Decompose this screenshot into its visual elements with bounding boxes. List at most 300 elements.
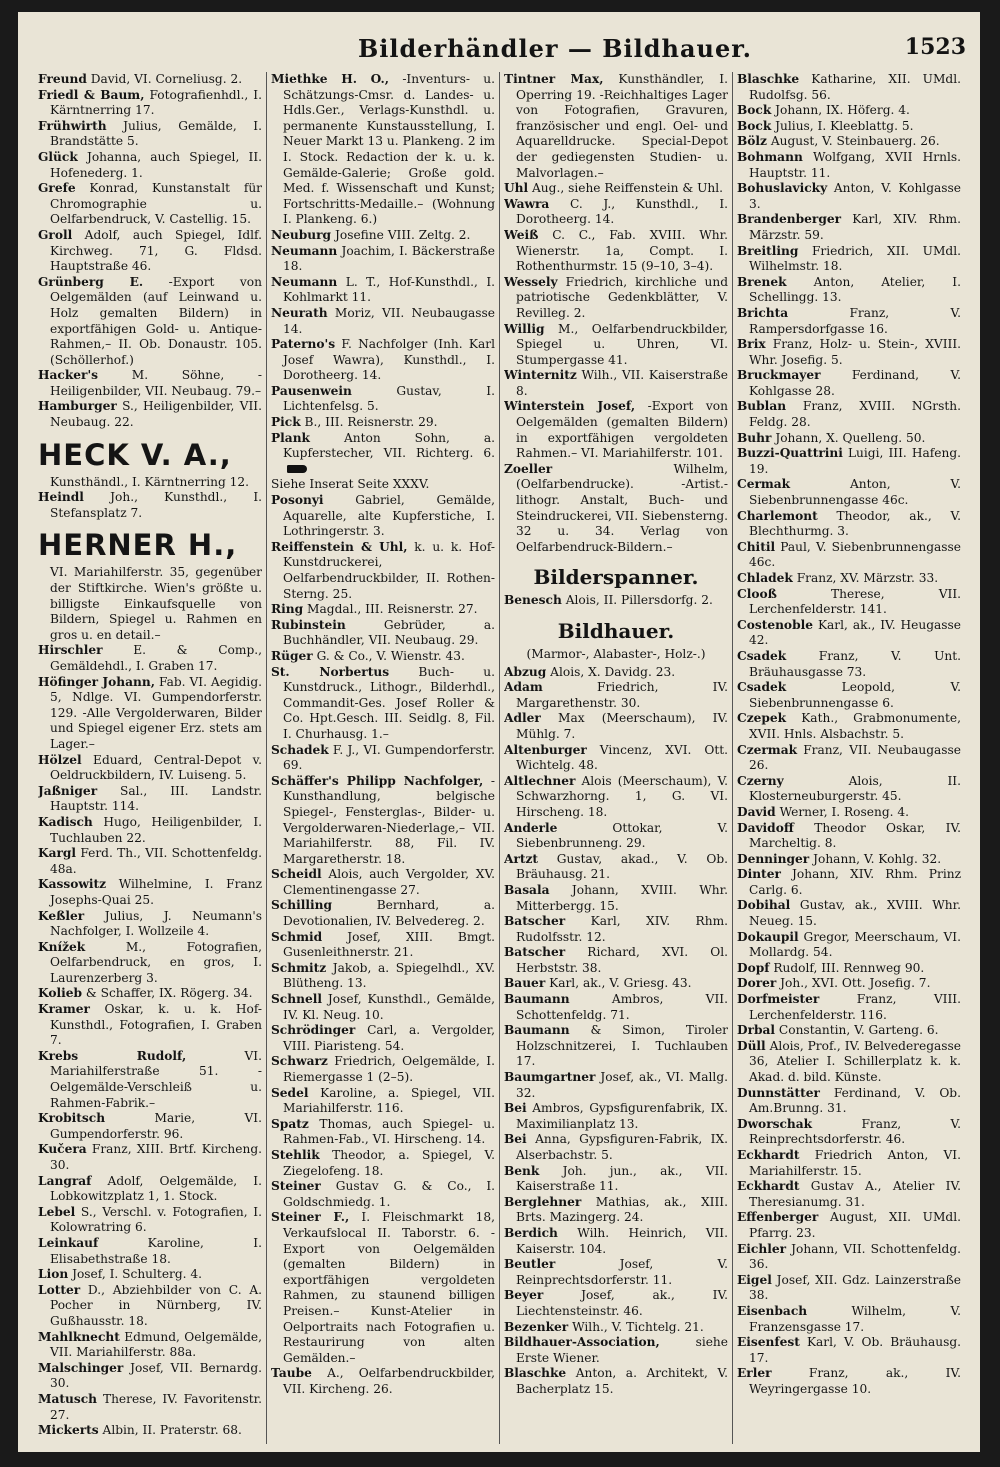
entry-name: Schrödinger xyxy=(271,1023,356,1038)
entry-text: Katharine, XII. UMdl. Rudolfsg. 56. xyxy=(749,72,961,102)
directory-entry xyxy=(737,430,961,447)
entry-text: Ottokar, V. Siebenbrunneng. 29. xyxy=(516,820,728,851)
directory-entry xyxy=(38,274,262,369)
entry-text: Buch- u. Kunstdruck., Lithogr., Bilderhdl., Commandit-Ges. Josef Roller & Co. Hpt.Gesch. III. Seidlg. 8, Fil. I. Churhausg. 1.– xyxy=(283,664,495,741)
entry-name: Schäffer's Philipp Nachfolger, xyxy=(271,773,484,788)
entry-text: Eduard, Central-Depot v. Oeldruckbildern, IV. Luiseng. 5. xyxy=(50,752,262,783)
entry-name: Berglehner xyxy=(504,1194,582,1209)
directory-entry xyxy=(504,820,728,852)
entry-text: Edmund, Oelgemälde, VII. Mariahilferstr. 88a. xyxy=(50,1329,262,1360)
entry-name: Chitil xyxy=(737,539,776,554)
entry-name: Effenberger xyxy=(737,1210,819,1225)
entry-name: Adler xyxy=(504,711,541,726)
directory-entry xyxy=(504,773,728,821)
directory-entry xyxy=(38,752,262,784)
section-heading-bildhauer: Bildhauer. xyxy=(557,619,675,643)
directory-entry xyxy=(737,134,961,150)
entry-name: Taube xyxy=(271,1366,312,1381)
entry-name: Höfinger Johann, xyxy=(38,674,155,689)
entry-name: Baumann xyxy=(504,992,570,1007)
entry-text: & Schaffer, IX. Rögerg. 34. xyxy=(85,986,253,1001)
directory-entry xyxy=(271,337,495,384)
entry-text: Fotografienhdl., I. Kärntnerring 17. xyxy=(50,87,262,118)
entry-text: Alois, X. Davidg. 23. xyxy=(550,664,676,679)
entry-name: Eigel xyxy=(737,1272,772,1287)
directory-entry xyxy=(504,664,728,681)
entry-name: Benesch xyxy=(504,593,562,608)
entry-text: Julius, J. Neumann's Nachfolger, I. Wollzeile 4. xyxy=(50,908,262,939)
directory-entry xyxy=(38,1360,262,1392)
entry-text: Konrad, Kunstanstalt für Chromographie u. Oelfarbendruck, V. Castellig. 15. xyxy=(50,181,262,227)
directory-entry xyxy=(737,1210,961,1241)
directory-entry xyxy=(737,992,961,1023)
entry-text: Therese, IV. Favoritenstr. 27. xyxy=(50,1391,262,1422)
entry-text: & Simon, Tiroler Holzschnitzerei, I. Tuchlauben 17. xyxy=(516,1023,728,1069)
column-3 xyxy=(504,72,728,1444)
entry-name: Bezenker xyxy=(504,1319,569,1334)
directory-entry xyxy=(504,461,728,556)
entry-name: Czermak xyxy=(737,742,798,757)
column-divider xyxy=(266,72,267,1444)
directory-entry xyxy=(504,851,728,883)
directory-entry xyxy=(504,368,728,399)
entry-name: Winternitz xyxy=(504,368,577,383)
entry-text: Johanna, auch Spiegel, II. Hofenederg. 1. xyxy=(50,149,262,180)
directory-entry xyxy=(38,149,262,181)
entry-name: Grünberg E. xyxy=(38,274,144,289)
entry-text: Franz, V. Reinprechtsdorferstr. 46. xyxy=(749,1116,961,1147)
entry-name: Ring xyxy=(271,602,304,617)
directory-entry xyxy=(737,1335,961,1366)
entry-name: Frühwirth xyxy=(38,118,107,133)
entry-name: Blaschke xyxy=(504,1366,567,1381)
entry-text: Josef, ak., IV. Liechtensteinstr. 46. xyxy=(516,1288,728,1318)
column-divider xyxy=(732,72,733,1444)
columns xyxy=(38,72,963,1444)
entry-text: M. Söhne, -Heiligenbilder, VII. Neubaug. 79.– xyxy=(50,368,262,398)
entry-name: Pick xyxy=(271,415,301,430)
entry-text: Alois, auch Vergolder, XV. Clementinengasse 27. xyxy=(283,867,495,897)
column-2 xyxy=(271,72,495,1444)
bilderspanner-list xyxy=(504,593,728,609)
entry-name: Mahlknecht xyxy=(38,1329,120,1344)
directory-entry xyxy=(737,1038,961,1086)
column-3-main-list xyxy=(504,72,728,555)
directory-entry xyxy=(737,243,961,275)
directory-entry xyxy=(271,1179,495,1210)
entry-name: Charlemont xyxy=(737,508,818,523)
directory-entry xyxy=(737,851,961,868)
entry-text: M., Fotografien, Oelfarbendruck, en gros, I. Laurenzerberg 3. xyxy=(50,939,262,985)
directory-entry xyxy=(737,571,961,587)
entry-name: Brenek xyxy=(737,274,787,289)
directory-entry xyxy=(737,1147,961,1179)
entry-name: Tintner Max, xyxy=(504,72,604,86)
directory-entry xyxy=(504,711,728,742)
directory-entry xyxy=(737,477,961,508)
entry-text: I. Fleischmarkt 18, Verkaufslocal II. Taborstr. 6. -Export von Oelgemälden (gemalten Bildern) in exportfähigen vergoldeten Rahmen, zu staunend billigen Preisen.– Kunst-Atelier in Oelportraits nach Fotografien u. Restaurirung von alten Gemälden.– xyxy=(283,1210,495,1365)
entry-text: F. J., VI. Gumpendorferstr. 69. xyxy=(283,742,495,773)
bildhauer-list xyxy=(504,665,728,1398)
directory-entry xyxy=(737,305,961,337)
entry-name: Friedl & Baum, xyxy=(38,87,145,102)
entry-text: Anton, a. Architekt, V. Bacherplatz 15. xyxy=(516,1366,728,1396)
entry-name: Baumann xyxy=(504,1023,570,1038)
entry-name: Rüger xyxy=(271,648,313,663)
directory-entry xyxy=(737,648,961,680)
entry-text: VI. Mariahilferstr. 35, gegenüber der Stiftkirche. Wien's größte u. billigste Einkaufsquelle von Bildern, Spiegel u. Rahmen en gros u. en detail.– xyxy=(50,565,262,642)
entry-text: S., Heiligenbilder, VII. Neubaug. 22. xyxy=(50,399,262,430)
entry-name: Dobihal xyxy=(737,898,791,913)
entry-name: Czepek xyxy=(737,711,787,726)
directory-entry xyxy=(38,1111,262,1142)
directory-entry xyxy=(737,399,961,430)
directory-entry xyxy=(504,1101,728,1132)
directory-entry xyxy=(504,742,728,774)
entry-name: Bauer xyxy=(504,976,546,991)
entry-name: Keßler xyxy=(38,908,85,923)
entry-name: Bock xyxy=(737,103,772,118)
entry-name: Schnell xyxy=(271,992,322,1007)
entry-text: -Export von Oelgemälden (gemalten Bildern) in exportfähigen vergoldeten Rahmen.– VI. Mariahilferstr. 101. xyxy=(516,399,728,461)
entry-name: Schadek xyxy=(271,742,329,757)
entry-name: Altlechner xyxy=(504,773,576,788)
entry-text: Anna, Gypsfiguren-Fabrik, IX. Alserbachstr. 5. xyxy=(516,1132,728,1162)
entry-text: Wilhelm, V. Franzensgasse 17. xyxy=(749,1303,961,1334)
directory-entry xyxy=(737,1179,961,1210)
entry-text: Karl, XIV. Rhm. Rudolfsstr. 12. xyxy=(516,914,728,944)
entry-name: Paterno's xyxy=(271,337,336,352)
entry-text: Josef, Kunsthdl., Gemälde, IV. Kl. Neug. 10. xyxy=(283,992,495,1022)
entry-name: Leinkauf xyxy=(38,1235,99,1250)
entry-name: Düll xyxy=(737,1038,766,1053)
entry-text: E. & Comp., Gemäldehdl., I. Graben 17. xyxy=(50,643,262,673)
entry-text: Anton, Atelier, I. Schellingg. 13. xyxy=(749,274,961,305)
entry-name: Mickerts xyxy=(38,1423,99,1438)
entry-text: Johann, V. Kohlg. 32. xyxy=(813,851,942,866)
entry-text: Kunsthändler, I. Operring 19. -Reichhaltiges Lager von Fotografien, Gravuren, französischer und engl. Oel- und Aquarelldrucke. Special-Depot der gediegensten Studien- u. Malvorlagen.– xyxy=(516,72,728,180)
entry-text: VI. Mariahilferstraße 51. -Oelgemälde-Verschleiß u. Rahmen-Fabrik.– xyxy=(50,1048,262,1110)
directory-entry xyxy=(504,274,728,322)
entry-text: A., Oelfarbendruckbilder, VII. Kircheng. 26. xyxy=(283,1366,495,1396)
entry-text: Gregor, Meerschaum, VI. Mollardg. 54. xyxy=(749,929,961,960)
entry-text: Therese, VII. Lerchenfelderstr. 141. xyxy=(749,586,961,617)
entry-name: Grefe xyxy=(38,181,76,196)
entry-text: Gustav G. & Co., I. Goldschmiedg. 1. xyxy=(283,1179,495,1209)
entry-text: Wilh., VII. Kaiserstraße 8. xyxy=(516,368,728,398)
entry-text: Alois, II. Klosterneuburgerstr. 45. xyxy=(749,773,961,804)
entry-text: Gebrüder, a. Buchhändler, VII. Neubaug. 29. xyxy=(283,617,495,648)
directory-entry xyxy=(271,227,495,244)
entry-name: Kargl xyxy=(38,846,77,861)
entry-text: Friedrich, XII. UMdl. Wilhelmstr. 18. xyxy=(749,243,961,274)
directory-entry xyxy=(737,181,961,212)
entry-text: Wolfgang, XVII Hrnls. Hauptstr. 11. xyxy=(749,149,961,180)
entry-text: Thomas, auch Spiegel- u. Rahmen-Fab., VI. Hirscheng. 14. xyxy=(283,1116,495,1147)
directory-entry xyxy=(271,898,495,929)
entry-name: Willig xyxy=(504,321,545,336)
directory-entry xyxy=(737,929,961,961)
entry-name: Bruckmayer xyxy=(737,368,821,383)
entry-name: Csadek xyxy=(737,680,787,695)
entry-text: Joh., XVI. Ott. Josefig. 7. xyxy=(780,976,931,991)
pointing-hand-icon xyxy=(287,465,307,473)
directory-entry xyxy=(737,539,961,571)
directory-entry xyxy=(271,415,495,431)
entry-text: Kunsthändl., I. Kärntnerring 12. xyxy=(50,474,249,489)
directory-entry xyxy=(271,1147,495,1179)
entry-name: Schilling xyxy=(271,898,332,913)
entry-name: Weiß xyxy=(504,227,539,242)
directory-entry xyxy=(38,939,262,987)
directory-entry xyxy=(504,1225,728,1257)
entry-text: Johann, IX. Höferg. 4. xyxy=(775,103,910,118)
entry-text: S., Verschl. v. Fotografien, I. Kolowratring 6. xyxy=(50,1204,262,1235)
entry-name: Denninger xyxy=(737,851,810,866)
directory-entry xyxy=(737,1366,961,1397)
entry-name: Hirschler xyxy=(38,643,103,658)
entry-name: Dunnstätter xyxy=(737,1085,820,1100)
entry-name: St. Norbertus xyxy=(271,664,390,679)
directory-entry xyxy=(504,1366,728,1397)
entry-text: Julius, Gemälde, I. Brandstätte 5. xyxy=(50,118,262,149)
entry-name: Neumann xyxy=(271,243,338,258)
directory-entry xyxy=(38,525,262,643)
column-divider xyxy=(499,72,500,1444)
directory-entry xyxy=(38,643,262,674)
directory-entry xyxy=(737,898,961,929)
directory-entry xyxy=(38,1329,262,1361)
directory-entry xyxy=(38,814,262,846)
entry-name: Hamburger xyxy=(38,399,117,414)
directory-entry xyxy=(737,617,961,649)
directory-entry xyxy=(737,1116,961,1148)
entry-name: Rubinstein xyxy=(271,617,346,632)
entry-name: Erler xyxy=(737,1366,772,1381)
entry-name: Czerny xyxy=(737,773,784,788)
entry-name: Miethke H. O., xyxy=(271,72,390,86)
entry-name: Beyer xyxy=(504,1288,544,1303)
entry-text: Wilh. Heinrich, VII. Kaiserstr. 104. xyxy=(516,1225,728,1256)
entry-text: Gustav, akad., V. Ob. Bräuhausg. 21. xyxy=(516,851,728,882)
entry-name: Uhl xyxy=(504,181,529,196)
directory-entry xyxy=(271,477,495,493)
directory-entry xyxy=(271,493,495,540)
entry-text: Ferd. Th., VII. Schottenfeldg. 48a. xyxy=(50,846,262,876)
entry-text: Leopold, V. Siebenbrunnengasse 6. xyxy=(749,680,961,710)
entry-name: Neumann xyxy=(271,274,338,289)
entry-text: Albin, II. Praterstr. 68. xyxy=(102,1423,242,1438)
directory-entry xyxy=(38,87,262,119)
page-title: Bilderhändler — Bildhauer. xyxy=(358,34,753,63)
entry-text: C. C., Fab. XVIII. Whr. Wienerstr. 1a, Compt. I. Rothenthurmstr. 15 (9–10, 3–4). xyxy=(516,227,728,274)
entry-name: Brandenberger xyxy=(737,212,842,227)
directory-entry xyxy=(737,149,961,181)
directory-entry xyxy=(271,72,495,228)
directory-entry xyxy=(38,1142,262,1173)
entry-name: Buzzi-Quattrini xyxy=(737,446,843,461)
directory-entry xyxy=(737,72,961,103)
entry-name: Bohmann xyxy=(737,149,803,164)
directory-entry xyxy=(38,1173,262,1205)
entry-text: Josefine VIII. Zeltg. 2. xyxy=(334,227,471,242)
entry-name: Brichta xyxy=(737,305,789,320)
entry-text: G. & Co., V. Wienstr. 43. xyxy=(316,648,465,663)
directory-entry xyxy=(737,680,961,711)
directory-entry xyxy=(271,274,495,306)
entry-name: Dopf xyxy=(737,960,770,975)
directory-entry xyxy=(38,227,262,275)
entry-text: Josef, ak., VI. Mallg. 32. xyxy=(516,1070,728,1100)
entry-name: Kramer xyxy=(38,1002,90,1017)
directory-entry xyxy=(38,435,262,491)
entry-text: Karl, XIV. Rhm. Märzstr. 59. xyxy=(749,212,961,242)
entry-text: Alois, Prof., IV. Belvederegasse 36, Atelier I. Schillerplatz k. k. Akad. d. bild. Künste. xyxy=(749,1038,961,1084)
directory-entry xyxy=(38,1002,262,1049)
directory-entry xyxy=(271,1023,495,1054)
directory-entry xyxy=(38,1235,262,1267)
entry-name: Dworschak xyxy=(737,1116,813,1131)
entry-text: Bernhard, a. Devotionalien, IV. Belvedereg. 2. xyxy=(283,898,495,929)
entry-text: siehe Erste Wiener. xyxy=(516,1335,728,1365)
directory-entry xyxy=(38,877,262,908)
entry-name: Dokaupil xyxy=(737,929,799,944)
entry-name: Freund xyxy=(38,72,87,86)
entry-text: -Export von Oelgemälden (auf Leinwand u. Holz gemalten Bildern) in exportfähigen Gold- u. Antique-Rahmen,– II. Ob. Donaustr. 105. (Schöllerhof.) xyxy=(50,274,262,367)
entry-name: Bei xyxy=(504,1101,527,1116)
directory-page xyxy=(18,12,980,1452)
running-head xyxy=(18,34,980,74)
directory-entry xyxy=(271,742,495,774)
directory-entry xyxy=(504,181,728,197)
entry-text: Carl, a. Vergolder, VIII. Piaristeng. 54. xyxy=(283,1023,495,1053)
entry-text: Magdal., III. Reisnerstr. 27. xyxy=(307,602,478,617)
entry-text: Adolf, auch Spiegel, Idlf. Kirchweg. 71, G. Fldsd. Hauptstraße 46. xyxy=(50,227,262,274)
entry-text: Richard, XVI. Ol. Herbststr. 38. xyxy=(516,945,728,975)
entry-text: Franz, V. Rampersdorfgasse 16. xyxy=(749,305,961,336)
directory-entry xyxy=(38,1048,262,1111)
entry-text: Siehe Inserat Seite XXXV. xyxy=(271,477,430,492)
directory-entry xyxy=(271,1366,495,1397)
entry-text: Josef, VII. Bernardg. 30. xyxy=(50,1360,262,1391)
directory-entry xyxy=(271,648,495,665)
directory-entry xyxy=(271,383,495,415)
directory-entry xyxy=(38,1391,262,1423)
entry-name: Buhr xyxy=(737,430,772,445)
entry-text: Karoline, a. Spiegel, VII. Mariahilferstr. 116. xyxy=(283,1085,495,1116)
entry-text: Theodor, a. Spiegel, V. Ziegelofeng. 18. xyxy=(283,1147,495,1178)
entry-name: Kolieb xyxy=(38,986,82,1001)
entry-text: Oskar, k. u. k. Hof-Kunsthdl., Fotografien, I. Graben 7. xyxy=(50,1002,262,1048)
entry-text: Josef, XIII. Bmgt. Gusenleithnerstr. 21. xyxy=(283,929,495,960)
entry-text: Paul, V. Siebenbrunnengasse 46c. xyxy=(749,539,961,570)
entry-name: Bildhauer-Association, xyxy=(504,1335,660,1350)
directory-entry xyxy=(737,586,961,618)
entry-text: Friedrich Anton, VI. Mariahilferstr. 15. xyxy=(749,1147,961,1178)
entry-text: Adolf, Oelgemälde, I. Lobkowitzplatz 1, 1. Stock. xyxy=(50,1173,262,1204)
entry-name: Altenburger xyxy=(504,742,587,757)
directory-entry xyxy=(504,680,728,711)
entry-name: Winterstein Josef, xyxy=(504,399,636,414)
entry-name: Spatz xyxy=(271,1116,309,1131)
entry-text: Josef, I. Schulterg. 4. xyxy=(72,1267,203,1282)
entry-text: Friedrich, IV. Margarethenstr. 30. xyxy=(516,680,728,710)
entry-name: Beutler xyxy=(504,1257,556,1272)
entry-text: Vincenz, XVI. Ott. Wichtelg. 48. xyxy=(516,742,728,773)
entry-text: Marie, VI. Gumpendorferstr. 96. xyxy=(50,1111,262,1141)
entry-name: Blaschke xyxy=(737,72,800,86)
entry-name: Schwarz xyxy=(271,1054,328,1069)
entry-name: Eckhardt xyxy=(737,1147,800,1162)
entry-text: C. J., Kunsthdl., I. Dorotheerg. 14. xyxy=(516,196,728,227)
entry-text: Rudolf, III. Rennweg 90. xyxy=(773,960,925,975)
entry-name: Batscher xyxy=(504,945,566,960)
entry-text: Sal., III. Landstr. Hauptstr. 114. xyxy=(50,783,262,814)
entry-name: Krobitsch xyxy=(38,1111,106,1126)
entry-name: Zoeller xyxy=(504,461,553,476)
directory-entry xyxy=(737,867,961,898)
entry-text: Fab. VI. Aegidig. 5, Ndlge. VI. Gumpendorferstr. 129. -Alle Vergolderwaren, Bilder und Spiegel eigener Erz. stets am Lager.– xyxy=(50,674,262,751)
entry-text: Wilhelmine, I. Franz Josephs-Quai 25. xyxy=(50,877,262,907)
directory-entry xyxy=(737,508,961,540)
entry-text: Joh., Kunsthdl., I. Stefansplatz 7. xyxy=(50,490,262,520)
entry-name: Stehlik xyxy=(271,1147,320,1162)
directory-entry xyxy=(504,1257,728,1288)
entry-name: Groll xyxy=(38,227,73,242)
entry-text: Aug., siehe Reiffenstein & Uhl. xyxy=(532,181,723,196)
entry-name: Costenoble xyxy=(737,617,813,632)
directory-entry xyxy=(504,1023,728,1070)
entry-name: Malschinger xyxy=(38,1360,124,1375)
entry-name: Wessely xyxy=(504,274,558,289)
entry-text: Franz, Holz- u. Stein-, XVIII. Whr. Josefig. 5. xyxy=(749,337,961,367)
entry-text: Max (Meerschaum), IV. Mühlg. 7. xyxy=(516,711,728,741)
directory-entry xyxy=(737,103,961,119)
directory-entry xyxy=(504,992,728,1023)
entry-text: Gabriel, Gemälde, Aquarelle, alte Kupferstiche, I. Lothringerstr. 3. xyxy=(283,493,495,539)
entry-name: Dorfmeister xyxy=(737,992,820,1007)
directory-entry xyxy=(504,914,728,945)
directory-entry xyxy=(271,773,495,868)
entry-text: Theodor Oskar, IV. Marcheltig. 8. xyxy=(749,820,961,851)
directory-entry xyxy=(504,72,728,181)
entry-name: Kassowitz xyxy=(38,877,107,892)
entry-name: Breitling xyxy=(737,243,799,258)
entry-name: Dorer xyxy=(737,976,777,991)
directory-entry xyxy=(271,1116,495,1148)
directory-entry xyxy=(38,368,262,399)
entry-name: Schmid xyxy=(271,929,323,944)
directory-entry xyxy=(737,804,961,821)
entry-name: Drbal xyxy=(737,1023,776,1038)
entry-name: Lion xyxy=(38,1267,69,1282)
entry-name: Hölzel xyxy=(38,752,82,767)
entry-text: Johann, VII. Schottenfeldg. 36. xyxy=(749,1241,961,1272)
entry-name: Heindl xyxy=(38,490,84,505)
entry-text: Johann, XVIII. Whr. Mitterbergg. 15. xyxy=(516,882,728,913)
entry-name: Eichler xyxy=(737,1241,787,1256)
entry-text: Joh. jun., ak., VII. Kaiserstraße 11. xyxy=(516,1163,728,1194)
entry-text: k. u. k. Hof-Kunstdruckerei, Oelfarbendruckbilder, II. Rothen-Sterng. 25. xyxy=(283,539,495,601)
entry-text: Werner, I. Roseng. 4. xyxy=(779,804,910,819)
column-4 xyxy=(737,72,961,1444)
entry-name: HECK V. A., xyxy=(38,437,232,472)
entry-text: M., Oelfarbendruckbilder, Spiegel u. Uhren, VI. Stumpergasse 41. xyxy=(516,321,728,367)
entry-text: Franz, XVIII. NGrsth. Feldg. 28. xyxy=(749,399,961,430)
entry-text: Friedrich, Oelgemälde, I. Riemergasse 1 (2–5). xyxy=(283,1054,495,1084)
directory-entry xyxy=(504,976,728,992)
column-1 xyxy=(38,72,262,1444)
